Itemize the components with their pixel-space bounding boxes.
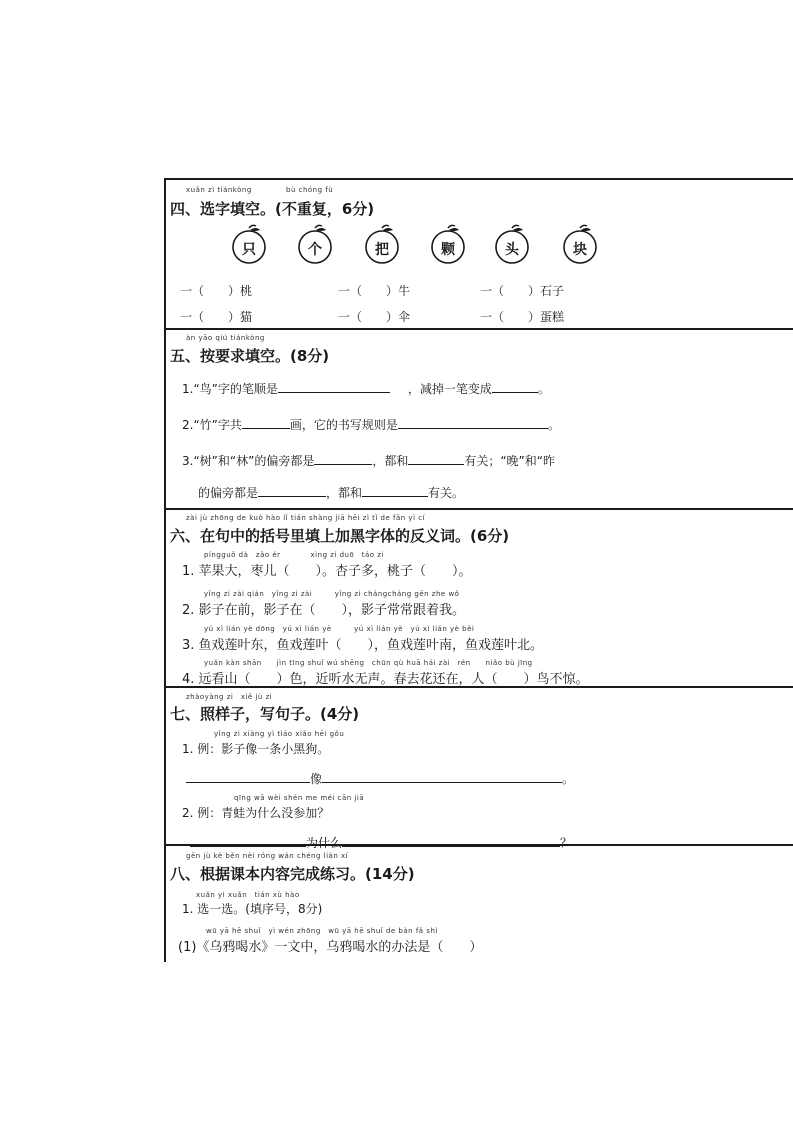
question-5-3-text-a: 3.“树”和“林”的偏旁都是 — [182, 454, 315, 468]
apple-word-2[interactable] — [295, 224, 335, 264]
question-5-3 — [182, 452, 555, 469]
question-6-2[interactable]: 2. 影子在前，影子在（ ），影子常常跟着我。 — [182, 603, 466, 618]
fill-row-1-b[interactable]: 一（ ）牛 — [338, 284, 411, 298]
section-8-title: 八、根据课本内容完成练习。(14分) — [170, 865, 415, 883]
question-5-1-text-b: ，减掉一笔变成 — [407, 382, 492, 396]
question-5-3-text-d: 的偏旁都是 — [198, 486, 259, 500]
question-6-4-pinyin: yuǎn kàn shān jìn tīng shuǐ wú shēng chūn qù huā hái zài rén niǎo bù jīng — [204, 659, 533, 667]
answer-blank[interactable] — [186, 770, 310, 783]
apple-word-4-text: 颗 — [441, 242, 455, 258]
question-8-1: 1. 选一选。(填序号，8分) — [182, 902, 323, 916]
question-5-3-cont — [198, 484, 464, 501]
question-6-4[interactable]: 4. 远看山（ ）色，近听水无声。春去花还在，人（ ）鸟不惊。 — [182, 672, 589, 687]
worksheet — [164, 178, 793, 962]
section-5-pinyin: àn yāo qiú tiánkòng — [186, 334, 265, 342]
fill-row-2-a[interactable]: 一（ ）猫 — [180, 310, 253, 324]
section-7-title: 七、照样子，写句子。(4分) — [170, 705, 360, 723]
answer-blank[interactable] — [278, 380, 390, 393]
apple-word-5-text: 头 — [505, 242, 519, 258]
apple-word-6[interactable] — [560, 224, 600, 264]
question-5-2-text-b: 画，它的书写规则是 — [289, 418, 398, 432]
answer-blank[interactable] — [258, 484, 326, 497]
question-7-2: 2. 例：青蛙为什么没参加？ — [182, 806, 330, 820]
answer-blank[interactable] — [322, 770, 562, 783]
section-4-pinyin: xuǎn zì tiánkòng — [186, 186, 252, 194]
section-4 — [166, 180, 793, 330]
apple-word-3[interactable] — [362, 224, 402, 264]
apple-word-2-text: 个 — [308, 242, 322, 258]
apple-word-6-text: 块 — [573, 242, 587, 258]
question-5-3-text-b: ，都和 — [372, 454, 409, 468]
section-5-title: 五、按要求填空。(8分) — [170, 347, 330, 365]
question-8-1-pinyin: xuǎn yi xuǎn tián xù hào — [196, 891, 300, 899]
answer-blank[interactable] — [314, 452, 372, 465]
answer-line-7-2-word: 为什么 — [306, 836, 343, 850]
question-5-1-text-c: 。 — [537, 382, 550, 396]
apple-word-4[interactable] — [428, 224, 468, 264]
section-4-pinyin-2: bù chóng fù — [286, 186, 334, 194]
apple-word-3-text: 把 — [375, 242, 389, 258]
section-6 — [166, 510, 793, 688]
question-5-3-text-c: 有关；“晚”和“昨 — [464, 454, 555, 468]
question-6-1[interactable]: 1. 苹果大，枣儿（ ）。杏子多，桃子（ ）。 — [182, 564, 472, 579]
answer-line-7-1-end: 。 — [562, 772, 575, 786]
fill-row-2-b[interactable]: 一（ ）伞 — [338, 310, 411, 324]
answer-blank[interactable] — [362, 484, 428, 497]
question-5-1-text-a: 1.“鸟”字的笔顺是 — [182, 382, 278, 396]
apple-word-1[interactable] — [229, 224, 269, 264]
apple-word-5[interactable] — [492, 224, 532, 264]
answer-line-7-2-end: ？ — [560, 836, 573, 850]
answer-blank[interactable] — [408, 452, 464, 465]
section-8 — [166, 846, 793, 960]
section-8-pinyin: gēn jù kè běn nèi róng wán chéng liàn xí — [186, 852, 349, 860]
fill-row-2-c[interactable]: 一（ ）蛋糕 — [480, 310, 565, 324]
section-6-pinyin: zài jù zhōng de kuò hào lǐ tián shàng jiā hēi zì tǐ de fǎn yì cí — [186, 514, 426, 522]
answer-blank[interactable] — [242, 416, 290, 429]
answer-line-7-1[interactable] — [186, 770, 574, 787]
section-7 — [166, 688, 793, 850]
fill-row-1-c[interactable]: 一（ ）石子 — [480, 284, 565, 298]
question-6-1-pinyin: píngguǒ dà zǎo ér xìng zi duō táo zi — [204, 551, 384, 559]
question-5-3-text-f: 有关。 — [428, 486, 465, 500]
section-7-pinyin: zhàoyàng zi xiě jù zi — [186, 693, 273, 701]
question-7-2-pinyin: qīng wā wèi shén me méi cān jiā — [234, 794, 365, 802]
question-5-2-text-a: 2.“竹”字共 — [182, 418, 242, 432]
question-6-3[interactable]: 3. 鱼戏莲叶东，鱼戏莲叶（ ），鱼戏莲叶南，鱼戏莲叶北。 — [182, 638, 544, 653]
question-6-2-pinyin: yǐng zi zài qián yǐng zi zài yǐng zi chángcháng gēn zhe wǒ — [204, 590, 460, 598]
question-7-1-pinyin: yǐng zi xiàng yì tiáo xiǎo hēi gǒu — [214, 730, 345, 738]
apple-word-1-text: 只 — [242, 242, 256, 258]
question-5-1 — [182, 380, 550, 397]
answer-blank[interactable] — [492, 380, 538, 393]
question-7-1: 1. 例：影子像一条小黑狗。 — [182, 742, 330, 756]
answer-line-7-1-word: 像 — [310, 772, 323, 786]
section-5 — [166, 330, 793, 510]
fill-row-1-a[interactable]: 一（ ）桃 — [180, 284, 253, 298]
section-6-title: 六、在句中的括号里填上加黑字体的反义词。(6分) — [170, 527, 510, 545]
section-4-title: 四、选字填空。(不重复，6分) — [170, 200, 375, 218]
question-5-2-text-c: 。 — [547, 418, 560, 432]
question-5-3-text-e: ，都和 — [326, 486, 363, 500]
question-5-2 — [182, 416, 560, 433]
answer-blank[interactable] — [398, 416, 548, 429]
question-8-1-1-pinyin: wū yā hē shuǐ yì wén zhōng wū yā hē shuǐ de bàn fǎ shì — [206, 927, 438, 935]
question-6-3-pinyin: yú xì lián yè dōng yú xì lián yè yú xì lián yè yú xì lián yè běi — [204, 625, 475, 633]
question-8-1-1[interactable]: (1)《乌鸦喝水》一文中，乌鸦喝水的办法是（ ） — [178, 940, 483, 955]
